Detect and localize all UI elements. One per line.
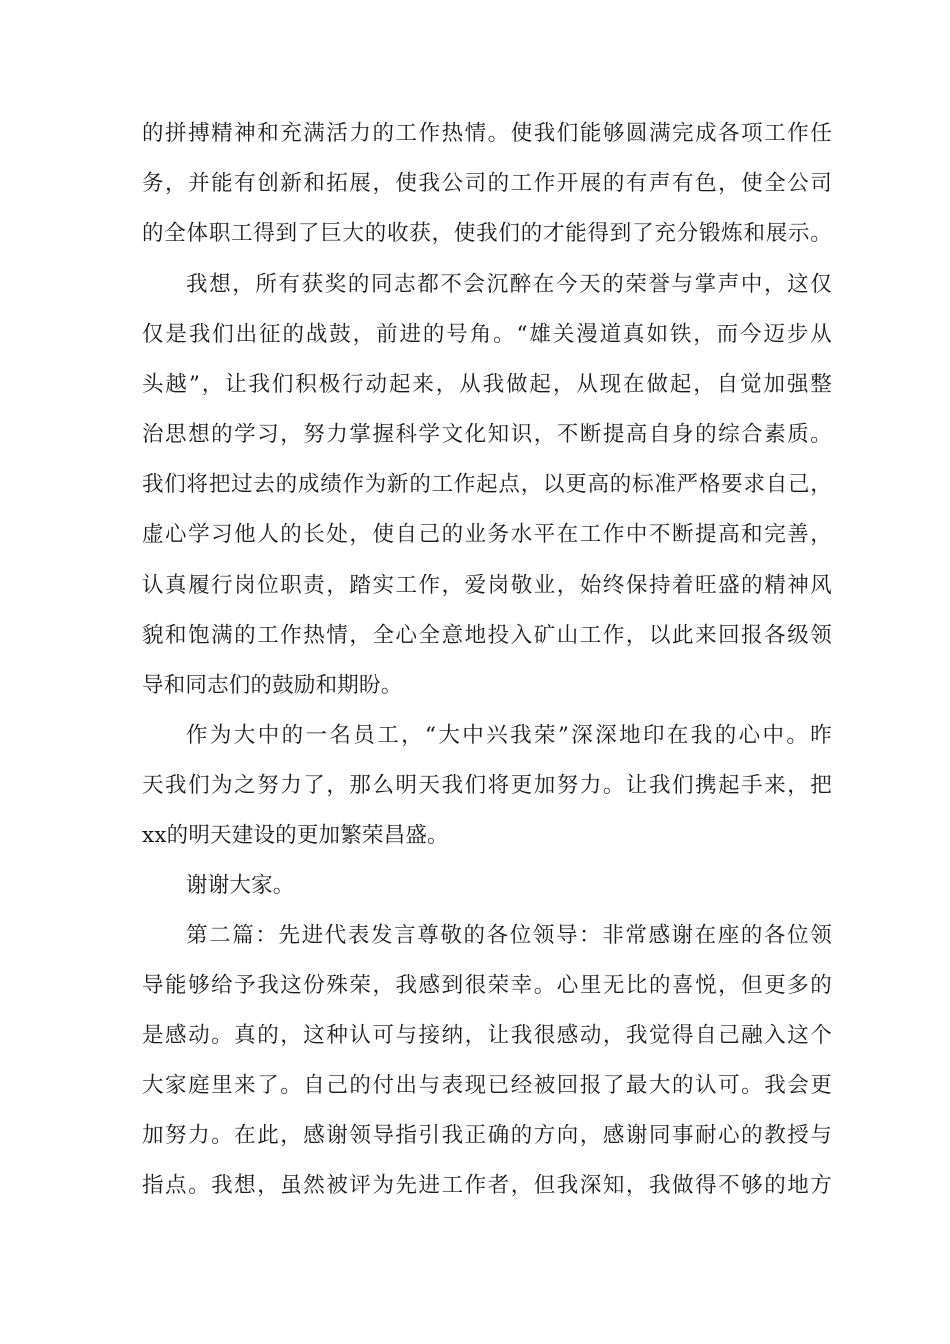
text-line: 貌和饱满的工作热情，全心全意地投入矿山工作，以此来回报各级领 [142,623,832,648]
paragraph-start-line: 谢谢大家。 [186,873,295,898]
text-line: 是感动。真的，这种认可与接纳，让我很感动，我觉得自己融入这个 [142,1023,832,1048]
paragraph-start-line: 我想，所有获奖的同志都不会沉醉在今天的荣誉与掌声中，这仅 [186,272,832,297]
text-line: 大家庭里来了。自己的付出与表现已经被回报了最大的认可。我会更 [142,1073,832,1098]
text-line: 指点。我想，虽然被评为先进工作者，但我深知，我做得不够的地方 [142,1173,832,1198]
paragraph-start-line: 作为大中的一名员工，“大中兴我荣”深深地印在我的心中。昨 [186,723,832,748]
section-heading-line: 第二篇：先进代表发言尊敬的各位领导：非常感谢在座的各位领 [186,923,832,948]
text-line: 虚心学习他人的长处，使自己的业务水平在工作中不断提高和完善， [142,522,832,547]
text-line: 加努力。在此，感谢领导指引我正确的方向，感谢同事耐心的教授与 [142,1123,832,1148]
text-line: 我们将把过去的成绩作为新的工作起点，以更高的标准严格要求自己， [142,472,832,497]
text-line: 天我们为之努力了，那么明天我们将更加努力。让我们携起手来，把 [142,773,832,798]
text-line: 的全体职工得到了巨大的收获，使我们的才能得到了充分锻炼和展示。 [142,221,832,246]
text-line: 导和同志们的鼓励和期盼。 [142,673,403,698]
text-line: 务，并能有创新和拓展，使我公司的工作开展的有声有色，使全公司 [142,171,832,196]
text-line: 头越”，让我们积极行动起来，从我做起，从现在做起，自觉加强整 [142,372,832,397]
text-line: 仅是我们出征的战鼓，前进的号角。“雄关漫道真如铁，而今迈步从 [142,322,832,347]
text-line: 的拼搏精神和充满活力的工作热情。使我们能够圆满完成各项工作任 [142,121,832,146]
text-line: 导能够给予我这份殊荣，我感到很荣幸。心里无比的喜悦，但更多的 [142,973,832,998]
text-line: 认真履行岗位职责，踏实工作，爱岗敬业，始终保持着旺盛的精神风 [142,573,832,598]
text-line: xx的明天建设的更加繁荣昌盛。 [142,823,449,848]
text-line: 治思想的学习，努力掌握科学文化知识，不断提高自身的综合素质。 [142,422,832,447]
